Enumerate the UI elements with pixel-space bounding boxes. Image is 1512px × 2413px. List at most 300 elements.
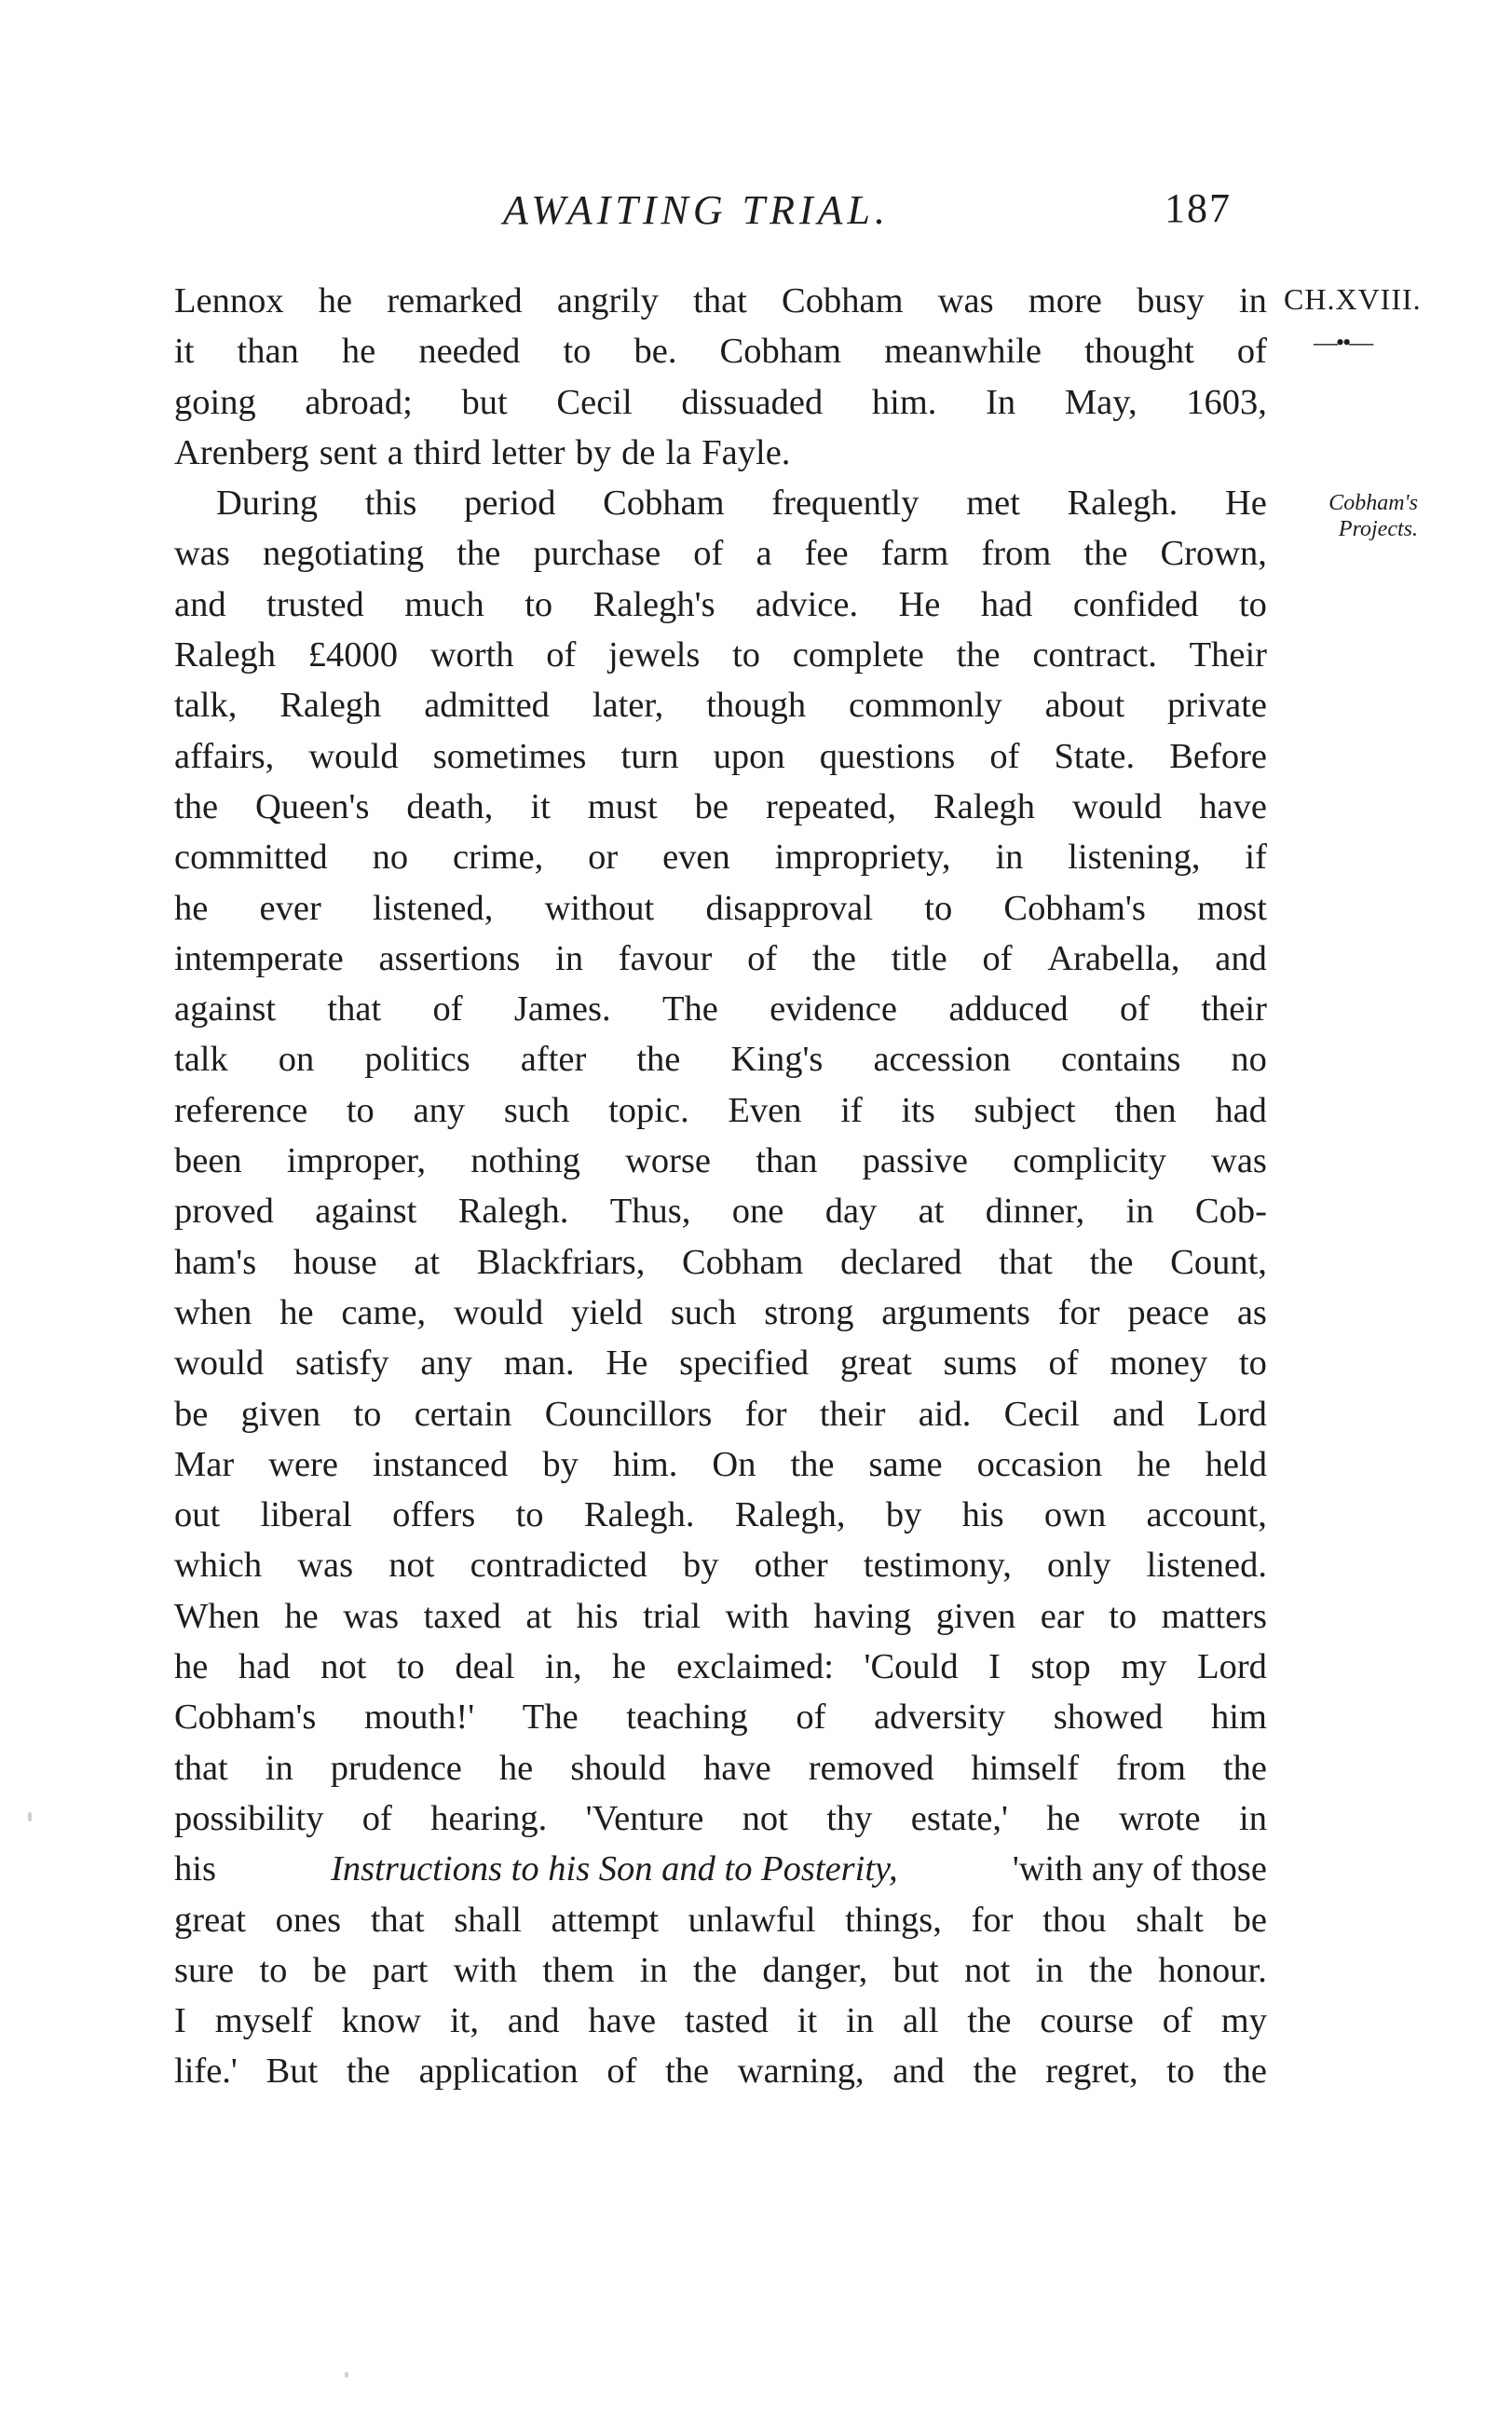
word: if (840, 1090, 863, 1130)
word: a (756, 534, 772, 574)
word: in (1239, 1798, 1267, 1838)
text-line (174, 1085, 1267, 1136)
word: would (308, 736, 399, 776)
word: would (453, 1292, 544, 1332)
word: when (174, 1292, 252, 1332)
word: 1603, (1186, 382, 1267, 422)
word: Cobham (682, 1242, 804, 1282)
word: death, (406, 786, 494, 826)
word: same (868, 1444, 943, 1484)
word: dissuaded (681, 382, 824, 422)
word: in (1125, 1192, 1154, 1232)
word: later, (592, 686, 664, 726)
word: Crown, (1160, 534, 1267, 574)
word: to (924, 888, 953, 928)
word: of (982, 938, 1013, 978)
text-line (174, 1237, 1267, 1288)
word: was (343, 1596, 400, 1636)
word: advice. (755, 584, 859, 624)
word: his (961, 1495, 1004, 1535)
word: On (712, 1444, 756, 1484)
word: him. (871, 382, 937, 422)
chapter-label: CH.XVIII. (1284, 282, 1422, 316)
word: Cob- (1194, 1192, 1267, 1232)
word: talk (174, 1040, 228, 1080)
word: he (174, 1647, 209, 1687)
word: not (742, 1798, 788, 1838)
word: had (1215, 1090, 1267, 1130)
word: danger, (762, 1950, 868, 1990)
word: it (797, 2001, 818, 2041)
word: liberal (260, 1495, 352, 1535)
word: to (353, 1394, 382, 1434)
text-line (174, 1945, 1267, 1996)
word: trial (643, 1596, 702, 1636)
word: his (576, 1596, 619, 1636)
word: Ralegh, (734, 1495, 846, 1535)
word: and (1215, 938, 1267, 978)
word: with (725, 1596, 789, 1636)
word: be (174, 1394, 209, 1434)
word: their (819, 1394, 886, 1434)
word: them (542, 1950, 615, 1990)
text-line (174, 1793, 1267, 1844)
word: and (174, 584, 226, 624)
text-line-with-title (174, 1844, 1267, 1894)
text-line (174, 984, 1267, 1034)
word: repeated, (766, 786, 896, 826)
word: Ralegh (933, 786, 1036, 826)
word: which (174, 1546, 263, 1586)
word: and (507, 2001, 560, 2041)
word: Count, (1170, 1242, 1267, 1282)
word: himself (971, 1748, 1080, 1788)
word: de (621, 432, 656, 472)
word: abroad; (305, 382, 413, 422)
word: any (413, 1090, 466, 1130)
word: of (546, 635, 577, 675)
word: be. (633, 332, 677, 372)
word: the (967, 2001, 1012, 2041)
word: crime, (452, 838, 544, 878)
word: commonly (849, 686, 1002, 726)
margin-sidenote (1278, 490, 1418, 542)
text-line (174, 630, 1267, 680)
word: farm (880, 534, 949, 574)
word: tasted (685, 2001, 769, 2041)
word: accession (873, 1040, 1011, 1080)
word: the (790, 1444, 835, 1484)
book-title: Instructions to his Son and to Posterity, (331, 1849, 898, 1889)
word: the (636, 1040, 681, 1080)
word: Lennox (174, 281, 284, 320)
text-line (174, 1996, 1267, 2046)
text-line (174, 1540, 1267, 1590)
word: The (522, 1697, 579, 1738)
word: the (1222, 1748, 1267, 1788)
word: disapproval (705, 888, 874, 928)
word: with (453, 1950, 518, 1990)
word: arguments (881, 1292, 1030, 1332)
word: been (174, 1141, 242, 1181)
word: having (813, 1596, 912, 1636)
word: Councillors (544, 1394, 713, 1434)
word: proved (174, 1192, 274, 1232)
word: money (1110, 1343, 1208, 1384)
word: specified (679, 1343, 810, 1384)
word: to (346, 1090, 375, 1130)
word: 'Venture (585, 1798, 704, 1838)
word: declared (840, 1242, 962, 1282)
word: the (973, 2052, 1017, 2092)
word: of (796, 1697, 826, 1738)
word: to (732, 635, 761, 675)
text-line (174, 1439, 1267, 1490)
word: part (372, 1950, 429, 1990)
text-line (174, 478, 1267, 528)
word: of (747, 938, 778, 978)
word: to (259, 1950, 288, 1990)
word: offers (392, 1495, 476, 1535)
word: worth (429, 635, 514, 675)
word: trusted (266, 584, 364, 624)
word: unlawful (688, 1900, 816, 1940)
word: not (964, 1950, 1011, 1990)
word: questions (819, 736, 956, 776)
word: was (937, 281, 994, 320)
word: it, (449, 2001, 479, 2041)
word: letter (491, 432, 565, 472)
word: the (665, 2052, 710, 2092)
word: be (312, 1950, 347, 1990)
word: mouth!' (364, 1697, 475, 1738)
text-line (174, 782, 1267, 832)
word: exclaimed: (676, 1647, 834, 1687)
word: met (966, 484, 1020, 524)
word: should (570, 1748, 666, 1788)
word: my (1121, 1647, 1167, 1687)
word: Mar (174, 1444, 235, 1484)
word: admitted (424, 686, 550, 726)
word: He (606, 1343, 648, 1384)
text-line (174, 1642, 1267, 1692)
word: on (278, 1040, 315, 1080)
word: fee (804, 534, 849, 574)
text-line (174, 934, 1267, 984)
word: for (971, 1900, 1014, 1940)
word: Cecil (556, 382, 633, 422)
word: of (1048, 1343, 1079, 1384)
text-line (174, 1895, 1267, 1945)
word: topic. (608, 1090, 689, 1130)
word: politics (364, 1040, 470, 1080)
word: complete (792, 635, 924, 675)
word: Ralegh. (457, 1192, 569, 1232)
word: came, (341, 1292, 427, 1332)
text-line (174, 1389, 1267, 1439)
word: he (318, 281, 353, 320)
word: was (174, 534, 230, 574)
word: be (1233, 1900, 1267, 1940)
word: shalt (1136, 1900, 1204, 1940)
word: worse (625, 1141, 712, 1181)
word: than (756, 1141, 818, 1181)
sidenote-line: Cobham's (1328, 491, 1418, 515)
word: improper, (286, 1141, 427, 1181)
word: the (346, 2052, 390, 2092)
word: But (266, 2052, 319, 2092)
word: King's (730, 1040, 824, 1080)
word: showed (1053, 1697, 1164, 1738)
word: given (935, 1596, 1016, 1636)
word: house (293, 1242, 377, 1282)
word: impropriety, (774, 838, 951, 878)
word: affairs, (174, 736, 275, 776)
word: frequently (771, 484, 919, 524)
word: listening, (1068, 838, 1201, 878)
text-line (174, 1490, 1267, 1540)
word: ear (1040, 1596, 1084, 1636)
word: account, (1146, 1495, 1267, 1535)
word: of (361, 1798, 392, 1838)
text-line (174, 1338, 1267, 1388)
word: James. (513, 989, 611, 1029)
word: only (1047, 1546, 1111, 1586)
word: at (525, 1596, 552, 1636)
word: thought (1084, 332, 1194, 372)
word: strong (764, 1292, 854, 1332)
word: much (404, 584, 484, 624)
word: nothing (470, 1141, 580, 1181)
word: attempt (551, 1900, 660, 1940)
word: he (284, 1596, 319, 1636)
word: no (1231, 1040, 1267, 1080)
word: he (341, 332, 376, 372)
word: in, (545, 1647, 582, 1687)
word: Cobham (603, 484, 725, 524)
text-line (174, 731, 1267, 782)
word: Their (1189, 635, 1267, 675)
word: though (706, 686, 807, 726)
word: given (240, 1394, 321, 1434)
text-line (174, 1034, 1267, 1084)
text-line (174, 883, 1267, 934)
word: had (980, 584, 1033, 624)
word: not (388, 1546, 435, 1586)
word: listened, (373, 888, 494, 928)
word: great (839, 1343, 912, 1384)
word: £4000 (307, 635, 399, 675)
word: for (1057, 1292, 1100, 1332)
paper-speck (28, 1812, 32, 1821)
word: aid. (918, 1394, 972, 1434)
word: own (1043, 1495, 1107, 1535)
word: of (693, 534, 724, 574)
word: by (542, 1444, 579, 1484)
word: by (575, 432, 612, 472)
word: Cobham's (174, 1697, 317, 1738)
word: upon (713, 736, 785, 776)
word: of (1162, 2001, 1192, 2041)
word: State. (1054, 736, 1136, 776)
word: even (662, 838, 730, 878)
word: Cecil (1003, 1394, 1080, 1434)
word: testimony, (863, 1546, 1012, 1586)
word: instanced (372, 1444, 509, 1484)
word: by (885, 1495, 922, 1535)
word: in (1035, 1950, 1064, 1990)
word: needed (418, 332, 521, 372)
text-line (174, 680, 1267, 730)
word: regret, (1045, 2052, 1138, 2092)
text-segment: 'with any of those (1012, 1849, 1267, 1889)
word: title (891, 938, 947, 978)
word: to (515, 1495, 544, 1535)
word: Cobham's (1003, 888, 1146, 928)
word: in (995, 838, 1024, 878)
sidenote-line: Projects. (1338, 517, 1418, 541)
word: meanwhile (884, 332, 1042, 372)
word: remarked (387, 281, 523, 320)
word: sometimes (432, 736, 587, 776)
word: purchase (533, 534, 661, 574)
word: have (588, 2001, 657, 2041)
word: were (268, 1444, 338, 1484)
word: May, (1064, 382, 1137, 422)
word: great (174, 1900, 246, 1940)
word: that (327, 989, 382, 1029)
word: to (524, 584, 553, 624)
word: prudence (330, 1748, 462, 1788)
text-line (174, 1591, 1267, 1642)
word: 'Could (864, 1647, 959, 1687)
word: from (981, 534, 1052, 574)
word: the (811, 938, 857, 978)
word: such (670, 1292, 737, 1332)
word: to (1238, 584, 1267, 624)
word: Ralegh. (1067, 484, 1178, 524)
word: committed (174, 838, 328, 878)
word: period (464, 484, 556, 524)
word: contains (1061, 1040, 1181, 1080)
word: the (1083, 534, 1128, 574)
text-line (174, 276, 1267, 326)
running-title: AWAITING TRIAL. (503, 187, 890, 233)
word: have (1199, 786, 1267, 826)
word: wrote (1118, 1798, 1201, 1838)
word: the (174, 786, 219, 826)
page-number: 187 (1165, 185, 1232, 231)
word: Ralegh (279, 686, 382, 726)
word: occasion (976, 1444, 1103, 1484)
word: private (1167, 686, 1267, 726)
text-segment: his (174, 1849, 216, 1889)
word: was (297, 1546, 354, 1586)
word: myself (214, 2001, 313, 2041)
word: going (174, 382, 256, 422)
word: ever (259, 888, 321, 928)
word: certain (414, 1394, 512, 1434)
word: of (432, 989, 463, 1029)
text-line (174, 579, 1267, 630)
word: out (174, 1495, 221, 1535)
text-line (174, 1288, 1267, 1338)
word: removed (808, 1748, 934, 1788)
word: to (396, 1647, 425, 1687)
word: it (530, 786, 551, 826)
word: estate,' (910, 1798, 1008, 1838)
word: things, (845, 1900, 942, 1940)
word: any (420, 1343, 472, 1384)
word: When (174, 1596, 260, 1636)
word: would (174, 1343, 265, 1384)
text-line (174, 832, 1267, 882)
word: sure (174, 1950, 235, 1990)
word: negotiating (262, 534, 425, 574)
text-line (174, 326, 1267, 376)
word: angrily (556, 281, 659, 320)
word: was (1211, 1141, 1267, 1181)
word: reference (174, 1090, 308, 1130)
word: He (1225, 484, 1267, 524)
word: Ralegh. (583, 1495, 695, 1535)
word: a (387, 432, 403, 472)
word: Even (728, 1090, 802, 1130)
word: sums (943, 1343, 1017, 1384)
word: Arabella, (1047, 938, 1180, 978)
word: honour. (1158, 1950, 1267, 1990)
word: he (498, 1748, 534, 1788)
word: application (418, 2052, 579, 2092)
word: sent (319, 432, 377, 472)
word: him (1211, 1697, 1267, 1738)
word: that (370, 1900, 425, 1940)
word: Lord (1197, 1647, 1267, 1687)
word: all (902, 2001, 939, 2041)
word: must (587, 786, 658, 826)
word: turn (620, 736, 679, 776)
word: in (846, 2001, 875, 2041)
word: no (372, 838, 409, 878)
word: course (1040, 2001, 1134, 2041)
word: Queen's (255, 786, 370, 826)
word: Cobham (782, 281, 904, 320)
word: Arenberg (174, 432, 309, 472)
word: Fayle. (702, 432, 791, 472)
word: In (986, 382, 1016, 422)
word: such (503, 1090, 570, 1130)
word: Blackfriars, (476, 1242, 646, 1282)
word: and (1112, 1394, 1165, 1434)
word: to (1238, 1343, 1267, 1384)
word: the (456, 534, 501, 574)
text-line (174, 428, 1267, 478)
word: he (279, 1292, 314, 1332)
word: in (1238, 281, 1267, 320)
word: and (892, 2052, 945, 2092)
word: my (1220, 2001, 1267, 2041)
word: of (606, 2052, 637, 2092)
word: subject (974, 1090, 1076, 1130)
text-line (174, 1136, 1267, 1186)
word: other (754, 1546, 828, 1586)
word: not (320, 1647, 367, 1687)
word: During (216, 484, 319, 524)
word: adduced (948, 989, 1069, 1029)
word: against (315, 1192, 417, 1232)
word: la (665, 432, 692, 472)
word: complicity (1013, 1141, 1166, 1181)
